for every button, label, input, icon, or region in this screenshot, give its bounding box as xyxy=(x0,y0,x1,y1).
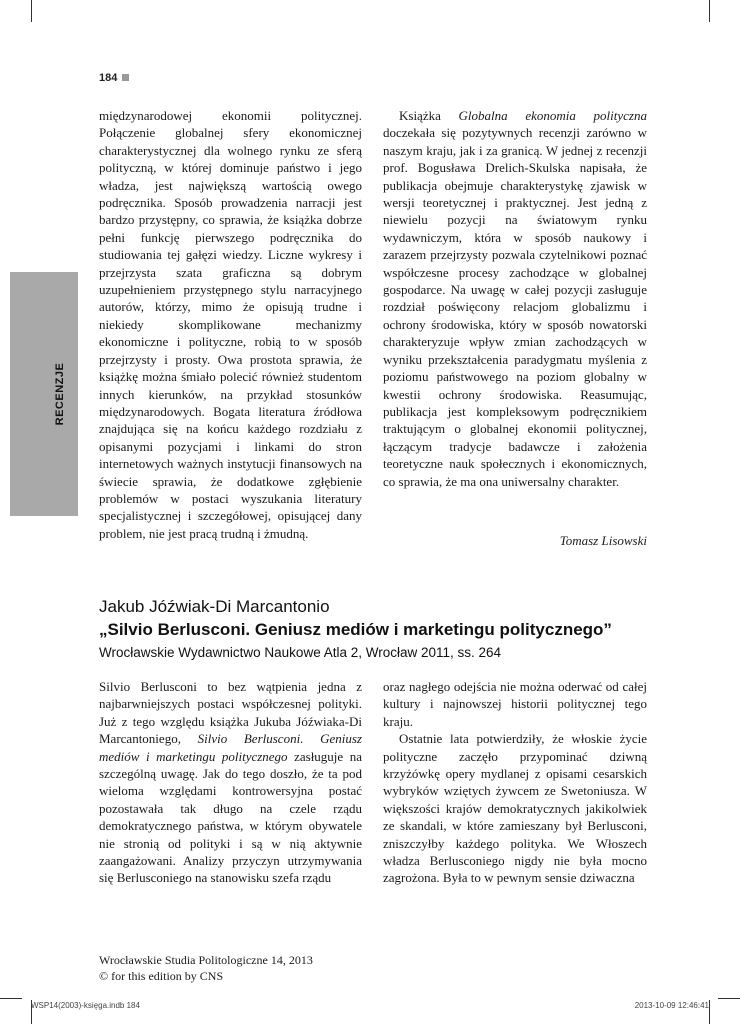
book-title-italic: Silvio Berlusconi. Geniusz mediów i marketingu politycznego xyxy=(99,731,362,764)
review2-author: Jakub Jóźwiak-Di Marcantonio xyxy=(99,597,330,616)
review2-paragraph-1: Silvio Berlusconi to bez wątpienia jedna z najbarwniejszych postaci współczesnej polityki. Już z tego względu książka Jukuba Jóźwiaka-Di Marcantoniego, Silvio Berlusconi. Geniusz mediów i marketingu politycznego zasługuje na szczególną uwagę. Jak do tego doszło, że ta pod wieloma względami kontrowersyjna postać pozostawała tak długo na czele rządu demokratycznego państwa, w którym obywatele nie stronią od polityki i są w nią aktywnie zaangażowani. Analizy przyczyn utrzymywania się Berlusconiego na stanowisku szefa rządu xyxy=(99,679,362,886)
review1-column-right xyxy=(383,107,647,490)
review2-column-left xyxy=(99,678,362,887)
journal-name: Wrocławskie Studia Politologiczne 14, 2013 xyxy=(99,953,313,967)
review2-column-right xyxy=(383,678,647,887)
review-signature: Tomasz Lisowski xyxy=(559,533,647,548)
review2-title: „Silvio Berlusconi. Geniusz mediów i marketingu politycznego” xyxy=(99,620,612,639)
review2-paragraph-continued: oraz nagłego odejścia nie można oderwać od całej kultury i najnowszej historii politycznej tego kraju. xyxy=(383,679,647,729)
print-slug-file: WSP14(2003)-księga.indb 184 xyxy=(31,1001,140,1010)
review2-paragraph-2: Ostatnie lata potwierdziły, że włoskie życie polityczne zaczęło przypominać dziwną krzyżówkę opery mydlanej z opisami cesarskich wybryków wziętych żywcem ze Swetoniusza. W większości krajów demokratycznych jakikolwiek ze skandali, w które zamieszany był Berlusconi, zniszczyłby każdego polityka. We Włoszech władza Berlusconiego nigdy nie była mocno zagrożona. Była to w pewnym sensie dziwaczna xyxy=(383,731,647,886)
copyright-notice: © for this edition by CNS xyxy=(99,969,224,983)
section-side-tab xyxy=(10,272,78,516)
review2-publisher: Wrocławskie Wydawnictwo Naukowe Atla 2, Wrocław 2011, ss. 264 xyxy=(99,645,502,660)
crop-mark-top-right xyxy=(709,0,710,22)
page-number: 184 xyxy=(99,72,129,84)
crop-mark-left-mid xyxy=(0,998,22,999)
review1-paragraph-2: Książka Globalna ekonomia polityczna doczekała się pozytywnych recenzji zarówno w naszym kraju, jak i za granicą. W jednej z recenzji prof. Bogusława Drelich-Skulska napisała, że publikacja obejmuje charakterystykę zjawisk w wersji teoretycznej i praktycznej. Jest jedną z niewielu pozycji na światowym rynku wydawniczym, która w sposób naukowy i zarazem przejrzysty pozwala czytelnikowi poznać współczesne procesy zachodzące w globalnej gospodarce. Na uwagę w całej pozycji zasługuje rozdział poświęcony relacjom globalizmu i ochrony środowiska, który w sposób nowatorski charakteryzuje wpływ zmian zachodzących w wyniku przekształcenia paradygmatu myślenia z poziomu państwowego na poziom globalny w kwestii ochrony środowiska. Reasumując, publikacja jest kompleksowym podręcznikiem traktującym o globalnej ekonomii politycznej, łączącym tradycje badawcze i założenia teoretyczne nauk społecznych i ekonomicznych, co sprawia, że ma ona uniwersalny charakter. xyxy=(383,108,647,489)
review1-paragraph: międzynarodowej ekonomii politycznej. Połączenie globalnej sfery ekonomicznej charakterystycznej dla wolnego rynku ze sferą polityczną, w której dominuje państwo i jego władza, jest największą wartością owego podręcznika. Sposób prowadzenia narracji jest bardzo przystępny, co sprawia, że książka dobrze pełni funkcję pierwszego podręcznika do studiowania tej gałęzi wiedzy. Liczne wykresy i przejrzysta szata graficzna są dobrym uzupełnieniem przystępnego stylu narracyjnego autorów, którzy, mimo że opisują trudne i niekiedy skomplikowane mechanizmy ekonomiczne i polityczne, robią to w sposób przejrzysty i prosty. Owa prostota sprawia, że książkę można śmiało polecić również studentom innych kierunków, na przykład stosunków międzynarodowych. Bogata literatura źródłowa znajdująca się na końcu każdego rozdziału z opisanymi pozycjami i linkami do stron internetowych ważnych instytucji finansowych na świecie sprawia, że dodatkowe zgłębienie problemów w postaci wyszukania literatury specjalistycznej i szczegółowej, opisującej dany problem, nie jest pracą trudną i żmudną. xyxy=(99,108,362,541)
crop-mark-right-mid xyxy=(718,998,740,999)
book-title-italic: Globalna ekonomia polityczna xyxy=(458,108,647,123)
crop-mark-top-left xyxy=(31,0,32,22)
square-marker-icon xyxy=(122,74,129,81)
section-label: RECENZJE xyxy=(54,362,66,426)
print-slug-timestamp: 2013-10-09 12:46:41 xyxy=(634,1001,709,1010)
journal-footer xyxy=(99,952,313,984)
review1-column-left xyxy=(99,107,362,542)
crop-mark-bottom-right xyxy=(709,1000,710,1024)
